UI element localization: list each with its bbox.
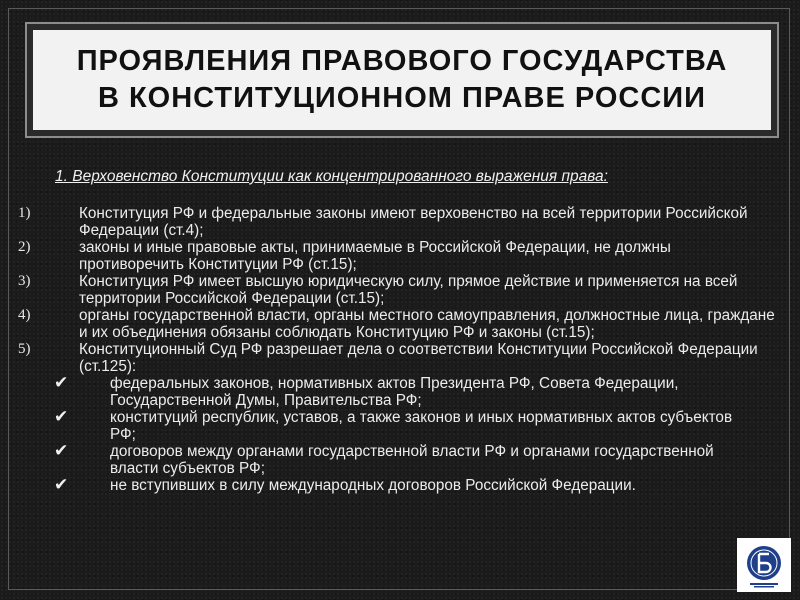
sub-list-item	[0, 409, 750, 443]
numbered-list	[0, 205, 800, 494]
sub-list-item-text: конституций республик, уставов, а также законов и иных нормативных актов субъектов РФ;	[110, 409, 733, 443]
list-item-text: Конституция РФ и федеральные законы имеют верховенство на всей территории Российской Федерации (ст.4);	[79, 205, 748, 239]
list-item-text: Конституция РФ имеет высшую юридическую силу, прямое действие и применяется на всей территории Российской Федерации (ст.15);	[79, 273, 738, 307]
title-line-2: В КОНСТИТУЦИОННОМ ПРАВЕ РОССИИ	[97, 82, 706, 114]
sub-list-item-text: договоров между органами государственной власти РФ и органами государственной власти субъектов РФ;	[110, 443, 714, 477]
list-number: 5)	[18, 341, 31, 357]
list-item	[0, 273, 779, 307]
sub-list-item-text: федеральных законов, нормативных актов Президента РФ, Совета Федерации, Государственной Думы, Правительства РФ;	[110, 375, 679, 409]
list-item-text: законы и иные правовые акты, принимаемые в Российской Федерации, не должны противоречить Конституции РФ (ст.15);	[79, 239, 671, 273]
checkmark-icon: ✔	[54, 441, 69, 460]
list-item	[0, 341, 779, 375]
sub-list-item	[0, 477, 750, 494]
checkmark-icon: ✔	[54, 407, 69, 426]
list-number: 3)	[18, 273, 31, 289]
list-item	[0, 239, 779, 273]
list-item	[0, 307, 779, 341]
title-box	[27, 24, 777, 136]
title-line-1: ПРОЯВЛЕНИЯ ПРАВОВОГО ГОСУДАРСТВА	[76, 45, 728, 77]
sub-list-item-text: не вступивших в силу международных договоров Российской Федерации.	[110, 477, 636, 494]
university-logo	[737, 538, 791, 592]
list-number: 1)	[18, 205, 31, 221]
logo-emblem-icon	[740, 541, 788, 589]
list-item-text: органы государственной власти, органы местного самоуправления, должностные лица, граждане и их объединения обязаны соблюдать Конституцию РФ и законы (ст.15);	[79, 307, 775, 341]
sub-list-item	[0, 443, 750, 477]
checkmark-icon: ✔	[54, 373, 69, 392]
list-item-text: Конституционный Суд РФ разрешает дела о соответствии Конституции Российской Федерации (ст.125):	[79, 341, 758, 375]
checkmark-icon: ✔	[54, 475, 69, 494]
list-number: 2)	[18, 239, 31, 255]
list-item	[0, 205, 779, 239]
sub-list-item	[0, 375, 750, 409]
slide-title	[67, 43, 738, 117]
section-heading: 1. Верховенство Конституции как концентрированного выражения права:	[55, 168, 608, 185]
list-number: 4)	[18, 307, 31, 323]
